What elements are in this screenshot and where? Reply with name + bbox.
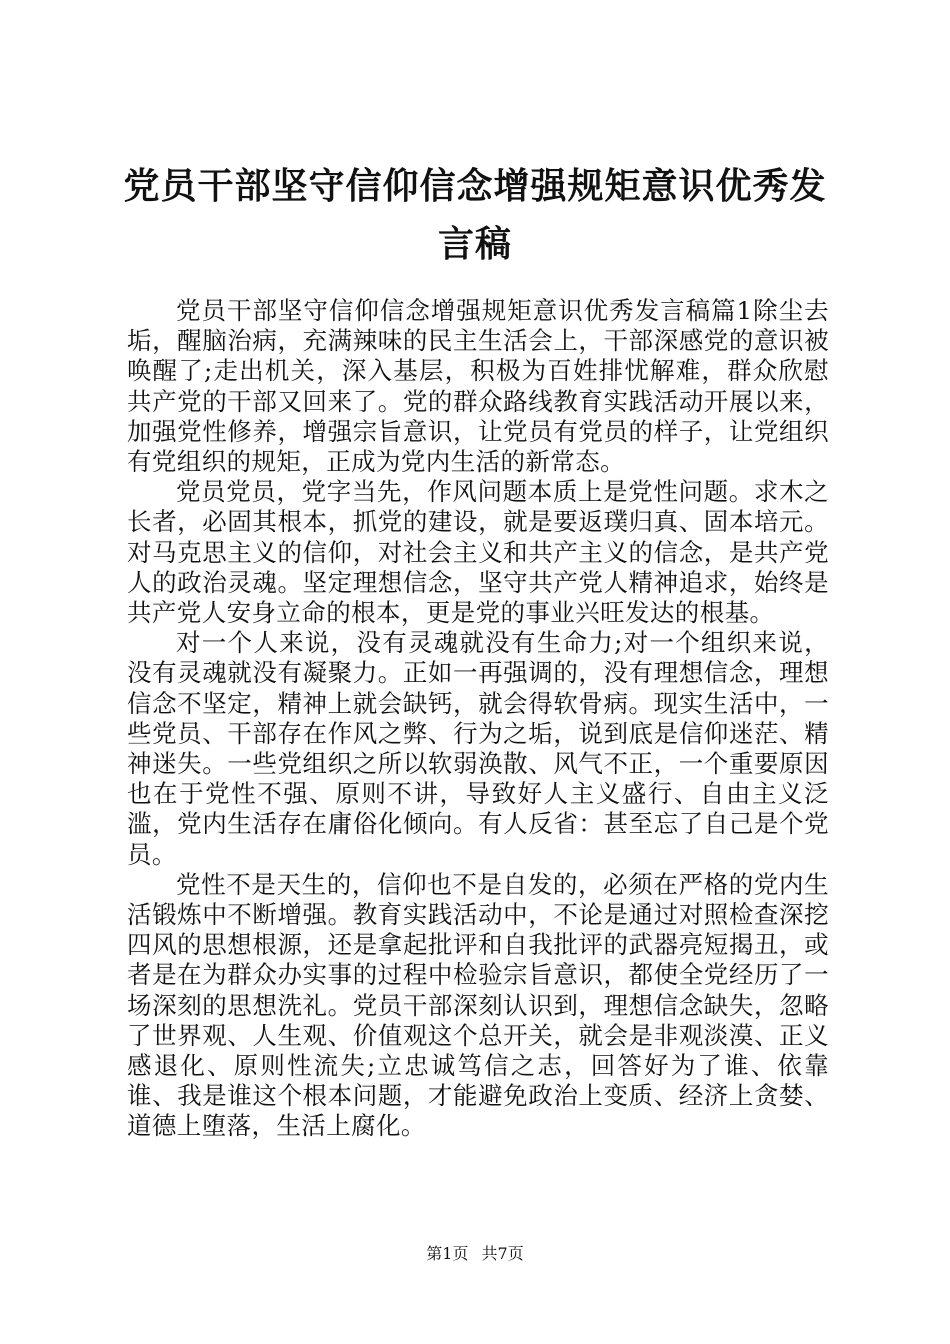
- document-body: [127, 296, 829, 1142]
- page-total: 共7页: [481, 1244, 524, 1263]
- document-title: 党员干部坚守信仰信念增强规矩意识优秀发言稿: [123, 166, 827, 265]
- paragraph-2: 党员党员，党字当先，作风问题本质上是党性问题。求木之长者，必固其根本，抓党的建设，就是要返璞归真、固本培元。对马克思主义的信仰，对社会主义和共产主义的信念，是共产党人的政治灵魂。坚定理想信念，坚守共产党人精神追求，始终是共产党人安身立命的根本，更是党的事业兴旺发达的根基。: [127, 477, 829, 628]
- page-footer: [0, 1244, 950, 1264]
- page-number: 第1页: [426, 1244, 469, 1263]
- paragraph-1: 党员干部坚守信仰信念增强规矩意识优秀发言稿篇1除尘去垢，醒脑治病，充满辣味的民主生活会上，干部深感党的意识被唤醒了;走出机关，深入基层，积极为百姓排忧解难，群众欣慰共产党的干部又回来了。党的群众路线教育实践活动开展以来，加强党性修养，增强宗旨意识，让党员有党员的样子，让党组织有党组织的规矩，正成为党内生活的新常态。: [127, 296, 829, 477]
- paragraph-4: 党性不是天生的，信仰也不是自发的，必须在严格的党内生活锻炼中不断增强。教育实践活动中，不论是通过对照检查深挖四风的思想根源，还是拿起批评和自我批评的武器亮短揭丑，或者是在为群众办实事的过程中检验宗旨意识，都使全党经历了一场深刻的思想洗礼。党员干部深刻认识到，理想信念缺失，忽略了世界观、人生观、价值观这个总开关，就会是非观淡漠、正义感退化、原则性流失;立忠诚笃信之志，回答好为了谁、依靠谁、我是谁这个根本问题，才能避免政治上变质、经济上贪婪、道德上堕落，生活上腐化。: [127, 869, 829, 1141]
- paragraph-3: 对一个人来说，没有灵魂就没有生命力;对一个组织来说，没有灵魂就没有凝聚力。正如一再强调的，没有理想信念，理想信念不坚定，精神上就会缺钙，就会得软骨病。现实生活中，一些党员、干部存在作风之弊、行为之垢，说到底是信仰迷茫、精神迷失。一些党组织之所以软弱涣散、风气不正，一个重要原因也在于党性不强、原则不讲，导致好人主义盛行、自由主义泛滥，党内生活存在庸俗化倾向。有人反省：甚至忘了自己是个党员。: [127, 628, 829, 869]
